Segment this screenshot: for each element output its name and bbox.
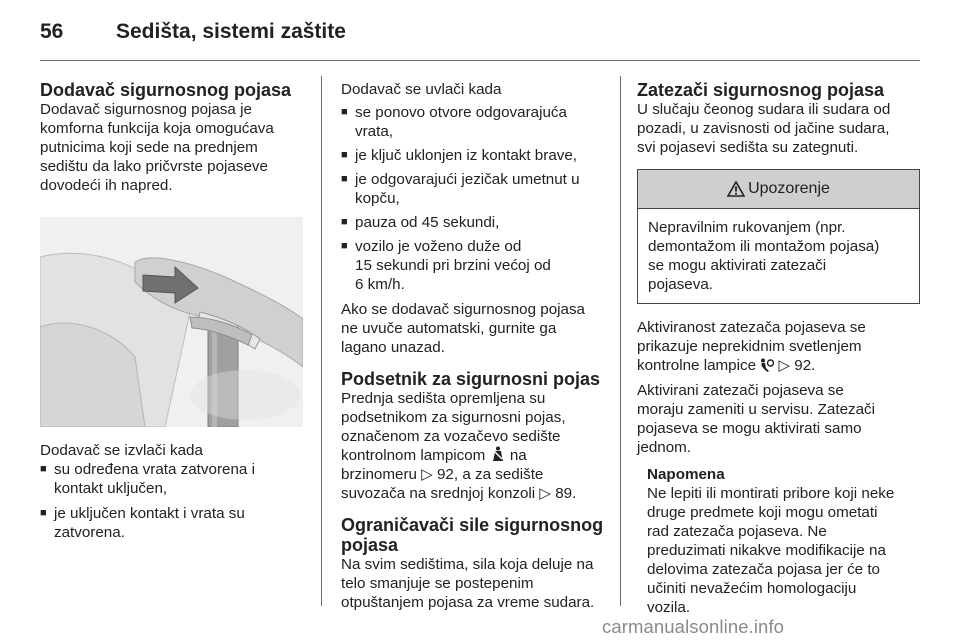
- reference-arrow-icon: ▷: [539, 485, 551, 502]
- page-number: 56: [40, 20, 64, 43]
- warning-triangle-icon: [727, 181, 745, 197]
- note-block: [647, 465, 920, 617]
- warning-title: Upozorenje: [748, 180, 830, 197]
- belt-presenter-figure: [40, 217, 303, 427]
- header-divider: [40, 60, 920, 61]
- pretensioner-status-text: [637, 318, 920, 375]
- seatbelt-reminder-icon: [490, 446, 506, 462]
- text-line: Aktiviranost zatezača pojaseva se: [637, 319, 866, 336]
- list-item: ■ su određena vrata zatvorena i kontakt uključen,: [40, 460, 310, 498]
- belt-presenter-illustration: [40, 217, 303, 427]
- column-1: [40, 80, 310, 542]
- page-header: [40, 14, 920, 54]
- column-divider-1: [321, 76, 322, 606]
- list-item: ■ je ključ uklonjen iz kontakt brave,: [341, 146, 609, 165]
- page-title: Sedišta, sistemi zaštite: [116, 20, 346, 43]
- airbag-icon: [760, 358, 774, 372]
- text-line: označenom za vozačevo sedište: [341, 428, 561, 445]
- pretensioners-intro: U slučaju čeonog sudara ili sudara od pozadi, u zavisnosti od jačine sudara, svi pojasevi sedišta su zategnuti.: [637, 101, 891, 156]
- text-line: suvozača na srednjoj konzoli ▷ 89.: [341, 485, 577, 502]
- belt-presenter-intro: Dodavač sigurnosnog pojasa je komforna funkcija koja omogućava putnicima koji sede na prednjem sedištu da lako pričvrste pojaseve dovodeći ih napred.: [40, 101, 274, 194]
- column-divider-2: [620, 76, 621, 606]
- warning-header: [638, 170, 919, 209]
- text-line: podsetnikom za sigurnosni pojas,: [341, 409, 566, 426]
- warning-text: Nepravilnim rukovanjem (npr. demontažom ili montažom pojasa) se mogu aktivirati zatezači pojaseva.: [648, 219, 880, 293]
- belt-reminder-text: [341, 389, 609, 503]
- list-item: ■ vozilo je voženo duže od 15 sekundi pri brzini većoj od 6 km/h.: [341, 237, 609, 294]
- section-heading-pretensioners: Zatezači sigurnosnog pojasa: [637, 80, 885, 100]
- note-title: Napomena: [647, 466, 725, 483]
- extend-title: Dodavač se izvlači kada: [40, 442, 203, 459]
- reference-arrow-icon: ▷: [778, 357, 791, 374]
- watermark: carmanualsonline.info: [602, 616, 785, 637]
- section-heading-force-limiters: Ograničavači sile sigurnosnog pojasa: [341, 515, 604, 555]
- list-item: ■ je odgovarajući jezičak umetnut u kopču,: [341, 170, 609, 208]
- text-line: kontrolnom lampicom na: [341, 447, 527, 464]
- retract-title: Dodavač se uvlači kada: [341, 81, 502, 98]
- list-item: ■ je uključen kontakt i vrata su zatvorena.: [40, 504, 310, 542]
- text-line: brzinomeru ▷ 92, a za sedište: [341, 466, 544, 483]
- list-item: ■ pauza od 45 sekundi,: [341, 213, 609, 232]
- section-heading-belt-presenter: Dodavač sigurnosnog pojasa: [40, 80, 292, 100]
- note-text: Ne lepiti ili montirati pribore koji neke druge predmete koji mogu ometati rad zatezača pojaseva. Ne preduzimati nikakve modifikacije na delovima zatezača pojasa jer će to učiniti nevažećim homologaciju vozila.: [647, 485, 895, 616]
- warning-box: [637, 169, 920, 304]
- extend-conditions-list: [40, 460, 310, 542]
- retract-note: Ako se dodavač sigurnosnog pojasa ne uvuče automatski, gurnite ga lagano unazad.: [341, 301, 586, 356]
- column-2: [341, 80, 609, 612]
- reference-arrow-icon: ▷: [421, 466, 433, 483]
- retract-conditions-list: [341, 103, 609, 294]
- replace-text: Aktivirani zatezači pojaseva se moraju zameniti u servisu. Zatezači pojaseva se mogu aktivirati samo jednom.: [637, 382, 876, 456]
- list-item: ■ se ponovo otvore odgovarajuća vrata,: [341, 103, 609, 141]
- text-line: kontrolne lampice ▷ 92.: [637, 357, 816, 374]
- section-heading-belt-reminder: Podsetnik za sigurnosni pojas: [341, 369, 601, 389]
- column-3: [637, 80, 920, 617]
- force-limiters-text: Na svim sedištima, sila koja deluje na telo smanjuje se postepenim otpuštanjem pojasa za vreme sudara.: [341, 556, 595, 611]
- text-line: Prednja sedišta opremljena su: [341, 390, 546, 407]
- text-line: prikazuje neprekidnim svetlenjem: [637, 338, 862, 355]
